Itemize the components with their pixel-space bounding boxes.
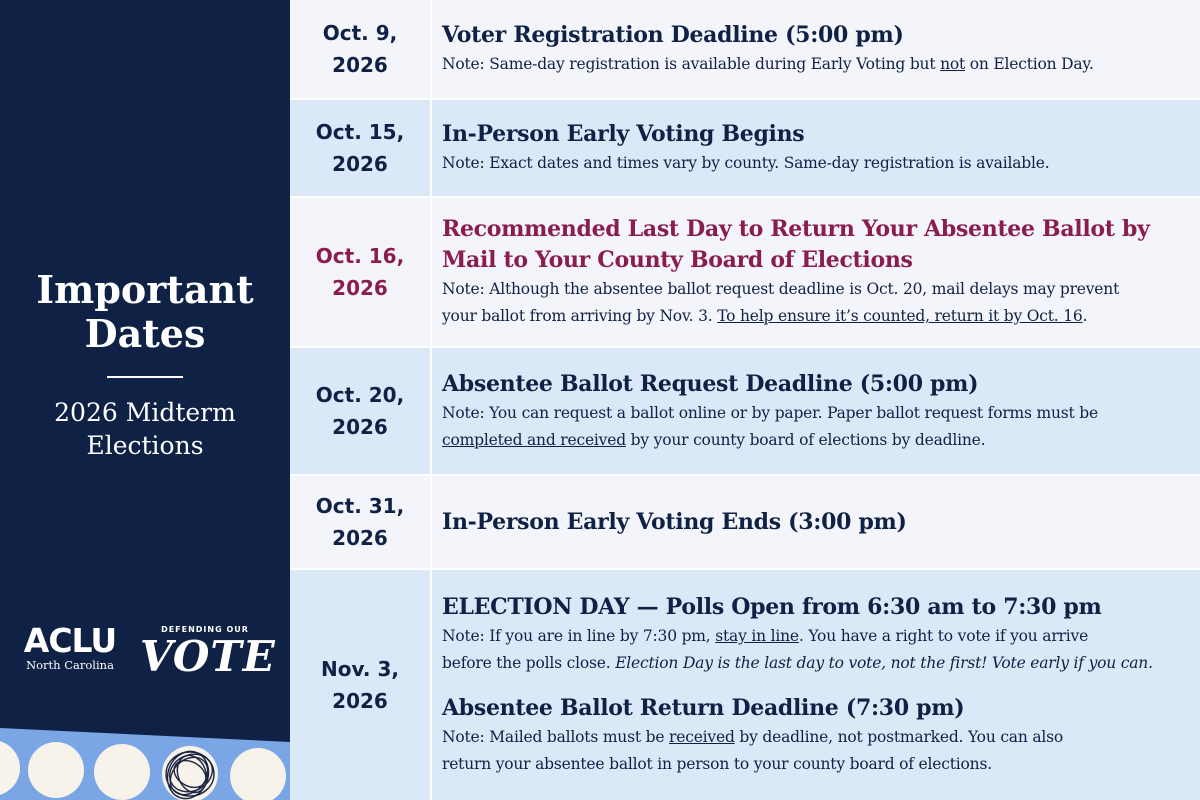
ballot-circle-3: [94, 744, 150, 800]
note-underlined-text: not: [940, 55, 966, 73]
event-title-line: Mail to Your County Board of Elections: [442, 247, 913, 273]
ballot-circles-banner: [0, 728, 290, 800]
page-subtitle-line2: Elections: [86, 431, 204, 460]
event-cell: [442, 0, 1186, 98]
note-text: Note: Same-day registration is available during Early Voting but: [442, 55, 941, 73]
note-line: Note: You can request a ballot online or by paper. Paper ballot request forms must be: [442, 403, 1098, 422]
note-text: your ballot from arriving by Nov. 3.: [442, 307, 718, 325]
note-italic-text: Election Day is the last day to vote, not the first! Vote early if you can.: [615, 654, 1153, 672]
ballot-circle-2: [28, 742, 84, 798]
event-cell: [442, 570, 1186, 800]
date-year: 2026: [332, 53, 388, 77]
note-underlined-text: To help ensure it’s counted, return it by Oct. 16: [717, 307, 1083, 325]
event-note: [442, 51, 1186, 78]
event-note: [442, 623, 1186, 677]
note-line: [442, 427, 1186, 454]
event-cell: [442, 476, 1186, 568]
note-underlined-text: completed and received: [442, 430, 626, 449]
table-row: [290, 100, 1200, 198]
date-year: 2026: [332, 689, 388, 713]
note-text: on Election Day.: [965, 55, 1094, 73]
note-text: by deadline, not postmarked. You can also: [734, 728, 1064, 746]
table-row: [290, 198, 1200, 348]
table-row: [290, 476, 1200, 570]
note-line: Note: Although the absentee ballot request deadline is Oct. 20, mail delays may prevent: [442, 280, 1120, 298]
sidebar: [0, 0, 290, 800]
note-line: [442, 724, 1186, 751]
date-line: Oct. 9,: [322, 21, 398, 45]
event-note: [442, 276, 1186, 330]
event-note: [442, 724, 1186, 778]
event-title: [442, 214, 1186, 276]
date-year: 2026: [332, 276, 388, 300]
page-subtitle: [0, 396, 290, 462]
note-line: [442, 303, 1186, 330]
note-text: before the polls close.: [442, 654, 616, 672]
event-note: [442, 400, 1186, 454]
date-cell: [290, 100, 432, 196]
event-title: ELECTION DAY — Polls Open from 6:30 am to 7:30 pm: [442, 594, 1102, 620]
vote-logo-big-text: VOTE: [140, 632, 276, 681]
page-title-line1: Important: [36, 267, 254, 312]
date-line: Oct. 16,: [315, 244, 405, 268]
table-row: [290, 0, 1200, 100]
note-text: .: [1082, 307, 1088, 325]
note-text: Note: If you are in line by 7:30 pm,: [442, 627, 716, 645]
event-title: In-Person Early Voting Begins: [442, 121, 805, 147]
date-cell: [290, 570, 432, 800]
date-cell: [290, 198, 432, 346]
event-cell: [442, 198, 1186, 346]
date-line: Oct. 15,: [315, 120, 405, 144]
table-row: [290, 570, 1200, 800]
date-year: 2026: [332, 526, 388, 550]
date-line: Nov. 3,: [321, 657, 399, 681]
event-title: Absentee Ballot Return Deadline (7:30 pm): [442, 695, 965, 721]
table-row: [290, 348, 1200, 476]
date-year: 2026: [332, 152, 388, 176]
dates-table: [290, 0, 1200, 800]
defending-our-vote-logo: [140, 625, 276, 681]
date-cell: [290, 0, 432, 98]
vote-logo-small-text: DEFENDING OUR: [161, 625, 249, 634]
event-cell: [442, 100, 1186, 196]
note-underlined-text: stay in line: [715, 627, 799, 645]
event-cell: [442, 348, 1186, 474]
note-line: [442, 650, 1186, 677]
title-divider: [107, 376, 183, 378]
aclu-logo-subtext: North Carolina: [26, 658, 114, 672]
event-title: In-Person Early Voting Ends (3:00 pm): [442, 508, 907, 535]
note-text: by your county board of elections by deadline.: [625, 430, 986, 449]
note-underlined-text: received: [669, 728, 735, 746]
date-cell: [290, 476, 432, 568]
note-text: . You have a right to vote if you arrive: [798, 627, 1089, 645]
page-title: [0, 268, 290, 356]
event-title: Absentee Ballot Request Deadline (5:00 pm): [442, 370, 979, 397]
event-note: Note: Exact dates and times vary by county. Same-day registration is available.: [442, 154, 1050, 172]
aclu-logo: [22, 621, 118, 672]
page-subtitle-line1: 2026 Midterm: [54, 398, 236, 427]
note-line: [442, 623, 1186, 650]
date-year: 2026: [332, 415, 388, 439]
date-line: Oct. 31,: [315, 494, 405, 518]
event-title-line: Recommended Last Day to Return Your Absentee Ballot by: [442, 216, 1150, 242]
date-line: Oct. 20,: [315, 383, 405, 407]
event-title: Voter Registration Deadline (5:00 pm): [442, 22, 904, 48]
page-title-line2: Dates: [84, 311, 206, 356]
aclu-logo-text: ACLU: [23, 621, 117, 660]
date-cell: [290, 348, 432, 474]
note-text: Note: Mailed ballots must be: [442, 728, 670, 746]
note-line: return your absentee ballot in person to your county board of elections.: [442, 755, 992, 773]
